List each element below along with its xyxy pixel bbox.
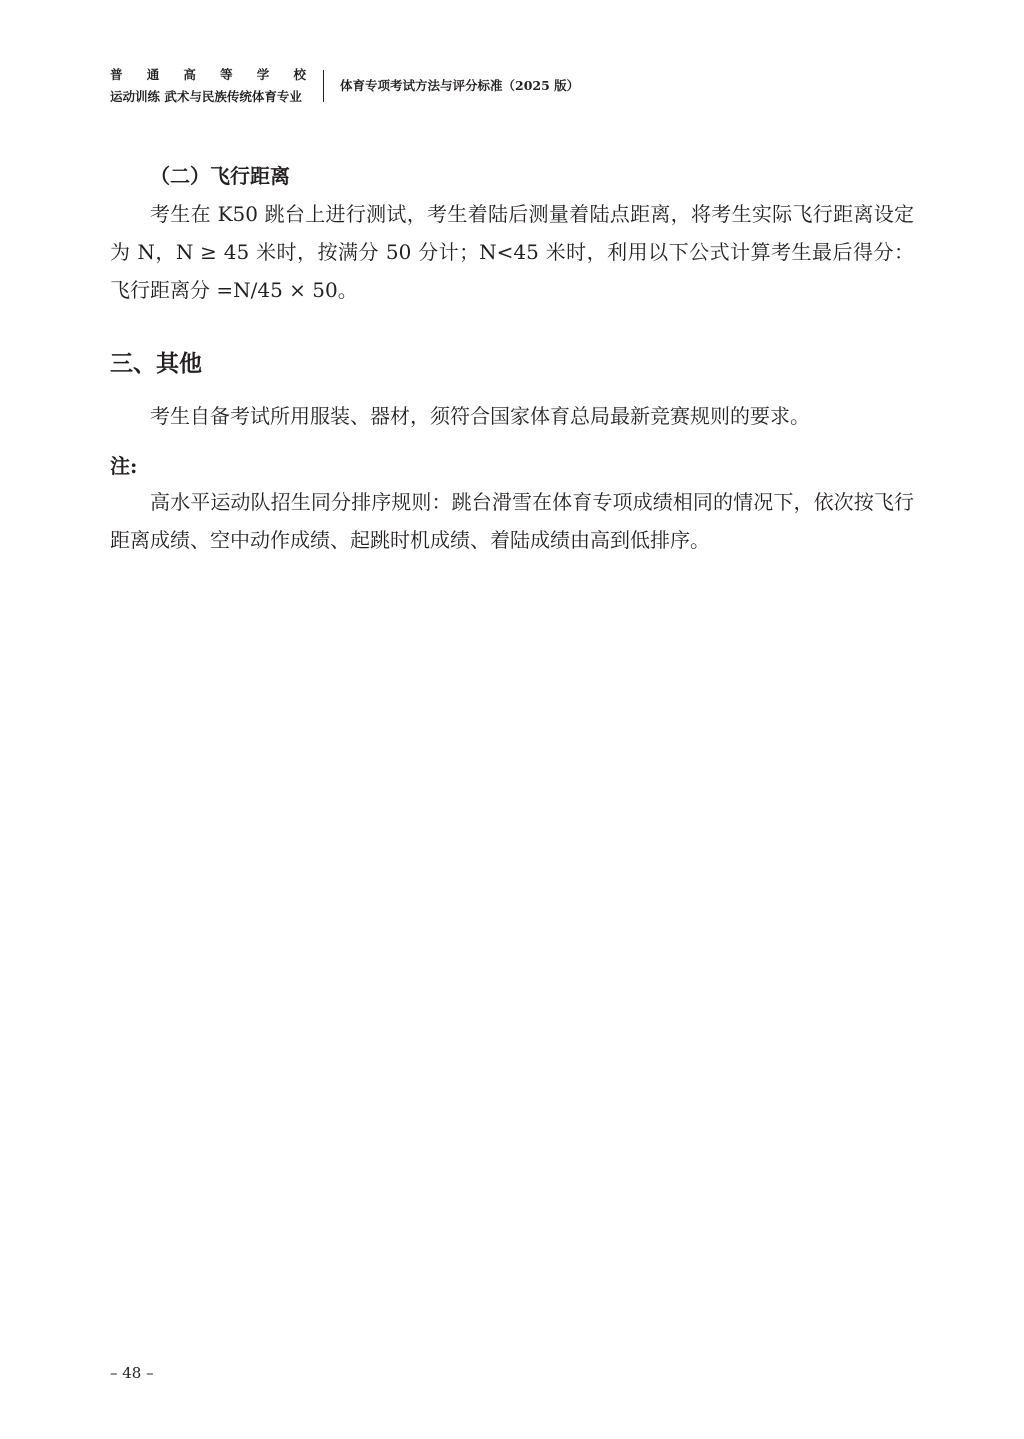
paragraph-equipment: 考生自备考试所用服装、器材，须符合国家体育总局最新竞赛规则的要求。 (150, 404, 810, 428)
sub-heading-flight-distance: （二）飞行距离 (150, 164, 290, 188)
header-doc-title: 体育专项考试方法与评分标准（2025 版） (340, 78, 580, 93)
note-label: 注: (110, 454, 138, 478)
header-left (110, 66, 306, 106)
header-divider (323, 70, 324, 102)
header-school-char: 学 (256, 67, 270, 82)
section-heading-other: 三、其他 (110, 350, 202, 377)
header-school-char: 普 (110, 67, 123, 82)
header-school-char: 高 (183, 67, 196, 82)
paragraph-ranking-rule: 高水平运动队招生同分排序规则：跳台滑雪在体育专项成绩相同的情况下，依次按飞行距离成绩、空中动作成绩、起跳时机成绩、着陆成绩由高到低排序。 (110, 490, 914, 552)
header-subtitle: 运动训练 武术与民族传统体育专业 (110, 89, 302, 104)
header-school-char: 校 (293, 67, 306, 82)
paragraph-flight-distance: 考生在 K50 跳台上进行测试，考生着陆后测量着陆点距离，将考生实际飞行距离设定为 N，N ≥ 45 米时，按满分 50 分计；N<45 米时，利用以下公式计算考生最后得分：飞行距离分 =N/45 × 50。 (110, 202, 914, 302)
page-number: – 48 – (110, 1364, 154, 1382)
header-school-char: 通 (146, 67, 160, 82)
header-school-name (110, 66, 306, 84)
header-school-char: 等 (220, 67, 233, 82)
